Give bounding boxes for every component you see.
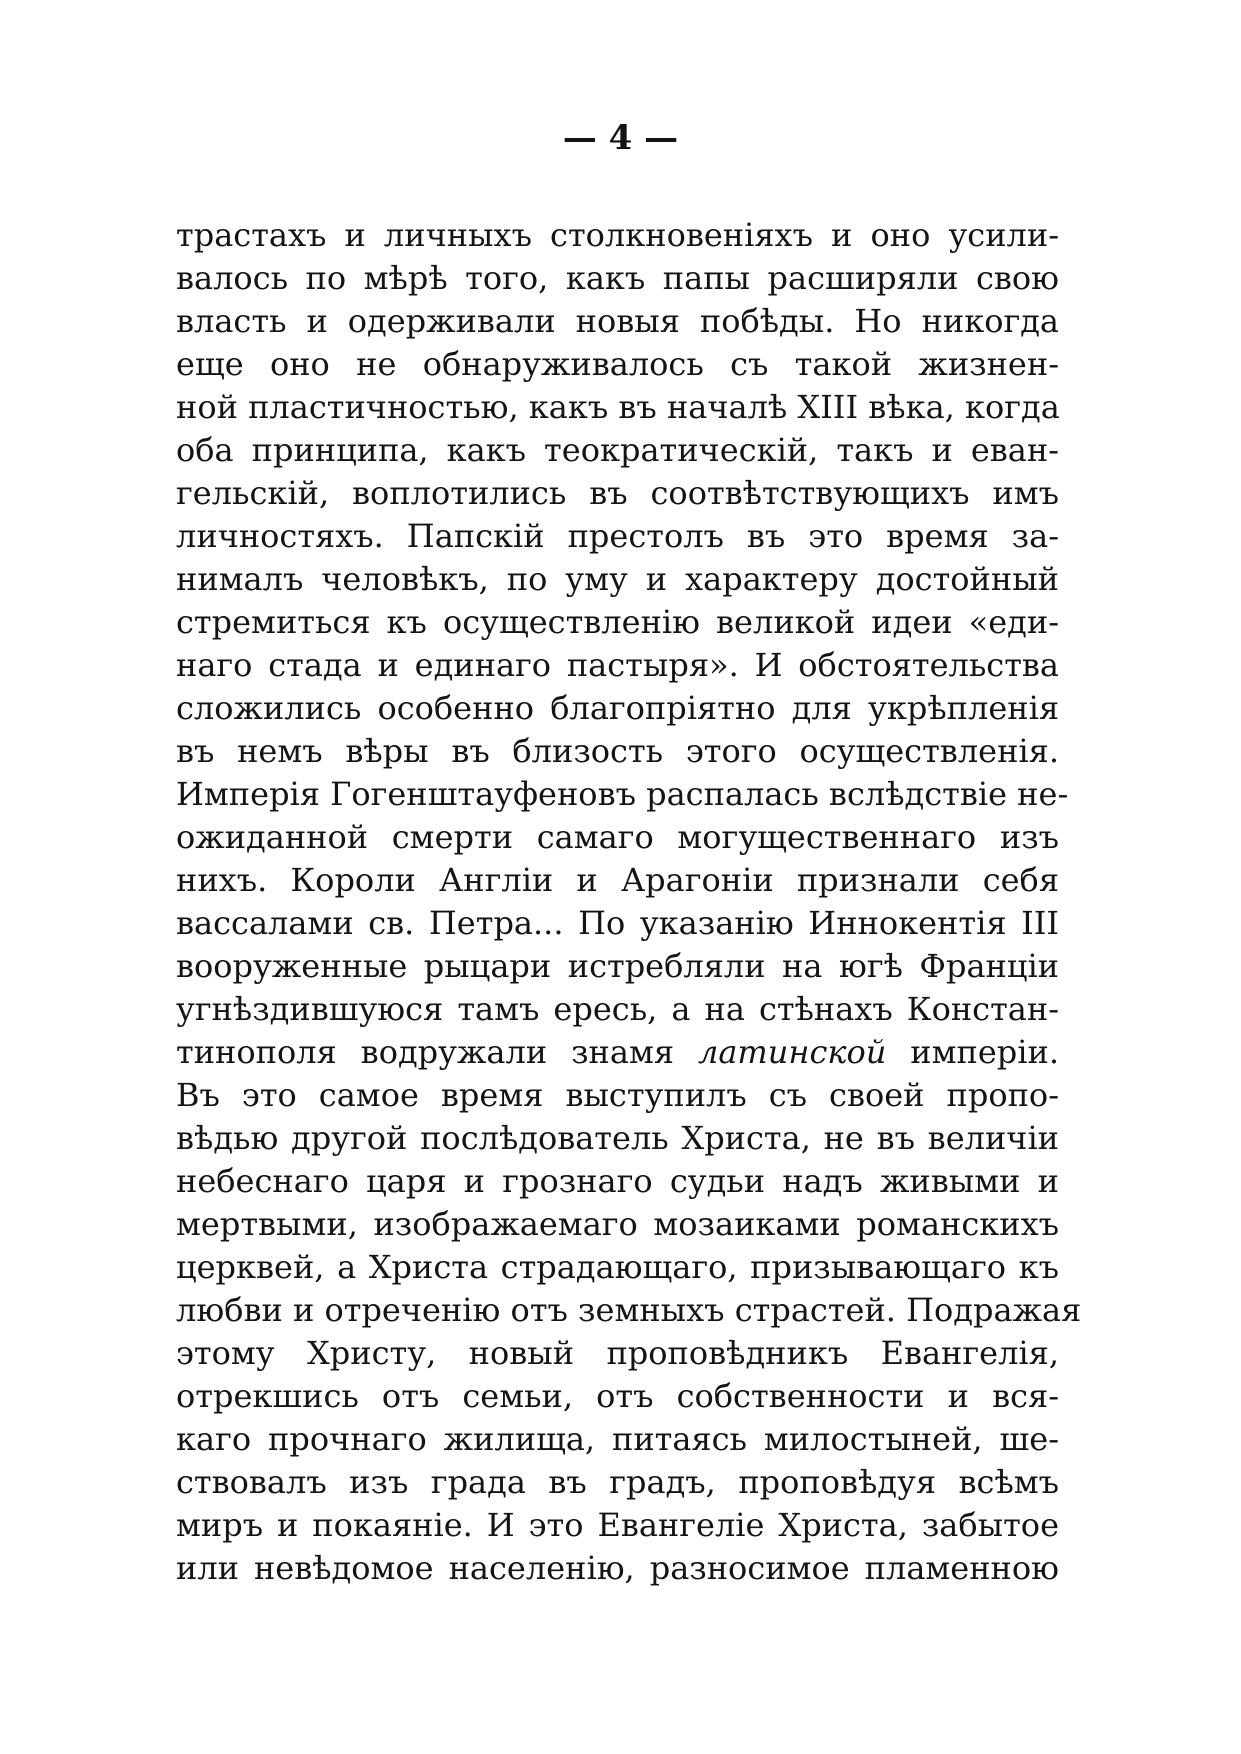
text-line: трастахъ и личныхъ столкновеніяхъ и оно усили-	[176, 216, 1059, 254]
text-line: миръ и покаяніе. И это Евангеліе Христа, забытое	[176, 1506, 1059, 1544]
text-line: небеснаго царя и грознаго судьи надъ живыми и	[176, 1162, 1059, 1200]
text-line: мертвыми, изображаемаго мозаиками романскихъ	[176, 1205, 1059, 1243]
text-line: еще оно не обнаруживалось съ такой жизнен-	[176, 345, 1059, 383]
text-line: любви и отреченію отъ земныхъ страстей. Подражая	[176, 1291, 1082, 1329]
text-line: власть и одерживали новыя побѣды. Но никогда	[176, 302, 1059, 340]
text-line: личностяхъ. Папскій престолъ въ это время за-	[176, 517, 1059, 555]
text-line: оба принципа, какъ теократическій, такъ и еван-	[176, 431, 1059, 469]
italic-word: латинской	[697, 1033, 887, 1071]
text-segment: тинополя водружали знамя	[176, 1033, 698, 1071]
text-line: стремиться къ осуществленію великой идеи «еди-	[176, 603, 1059, 641]
text-line: ствовалъ изъ града въ градъ, проповѣдуя всѣмъ	[176, 1463, 1059, 1501]
text-line-with-italic	[176, 1031, 1059, 1074]
text-line: Имперія Гогенштауфеновъ распалась вслѣдствіе не-	[176, 775, 1069, 813]
text-line: отрекшись отъ семьи, отъ собственности и вся-	[176, 1377, 1059, 1415]
text-line: каго прочнаго жилища, питаясь милостыней, ше-	[176, 1420, 1059, 1458]
text-line: въ немъ вѣры въ близость этого осуществленія.	[176, 732, 1059, 770]
text-line: вооруженные рыцари истребляли на югѣ Франціи	[176, 947, 1059, 985]
text-line: этому Христу, новый проповѣдникъ Евангелія,	[176, 1334, 1059, 1372]
text-segment: имперіи.	[886, 1033, 1060, 1071]
text-line: нималъ человѣкъ, по уму и характеру достойный	[176, 560, 1059, 598]
text-line: или невѣдомое населенію, разносимое пламенною	[176, 1549, 1059, 1587]
text-line: нихъ. Короли Англіи и Арагоніи признали себя	[176, 861, 1059, 899]
text-line: наго стада и единаго пастыря». И обстоятельства	[176, 646, 1059, 684]
body-text	[176, 214, 1082, 1590]
page-number: — 4 —	[562, 118, 679, 158]
text-line: ной пластичностью, какъ въ началѣ XIII вѣка, когда	[176, 388, 1060, 426]
text-line: вассалами св. Петра... По указанію Иннокентія III	[176, 904, 1059, 942]
text-line: сложились особенно благопріятно для укрѣпленія	[176, 689, 1059, 727]
text-line: валось по мѣрѣ того, какъ папы расширяли свою	[176, 259, 1059, 297]
text-line: вѣдью другой послѣдователь Христа, не въ величіи	[176, 1119, 1059, 1157]
text-line: церквей, а Христа страдающаго, призывающаго къ	[176, 1248, 1059, 1286]
text-line: ожиданной смерти самаго могущественнаго изъ	[176, 818, 1059, 856]
text-line: Въ это самое время выступилъ съ своей пропо-	[176, 1076, 1059, 1114]
text-line: угнѣздившуюся тамъ ересь, а на стѣнахъ Констан-	[176, 990, 1059, 1028]
text-line: гельскій, воплотились въ соотвѣтствующихъ имъ	[176, 474, 1059, 512]
